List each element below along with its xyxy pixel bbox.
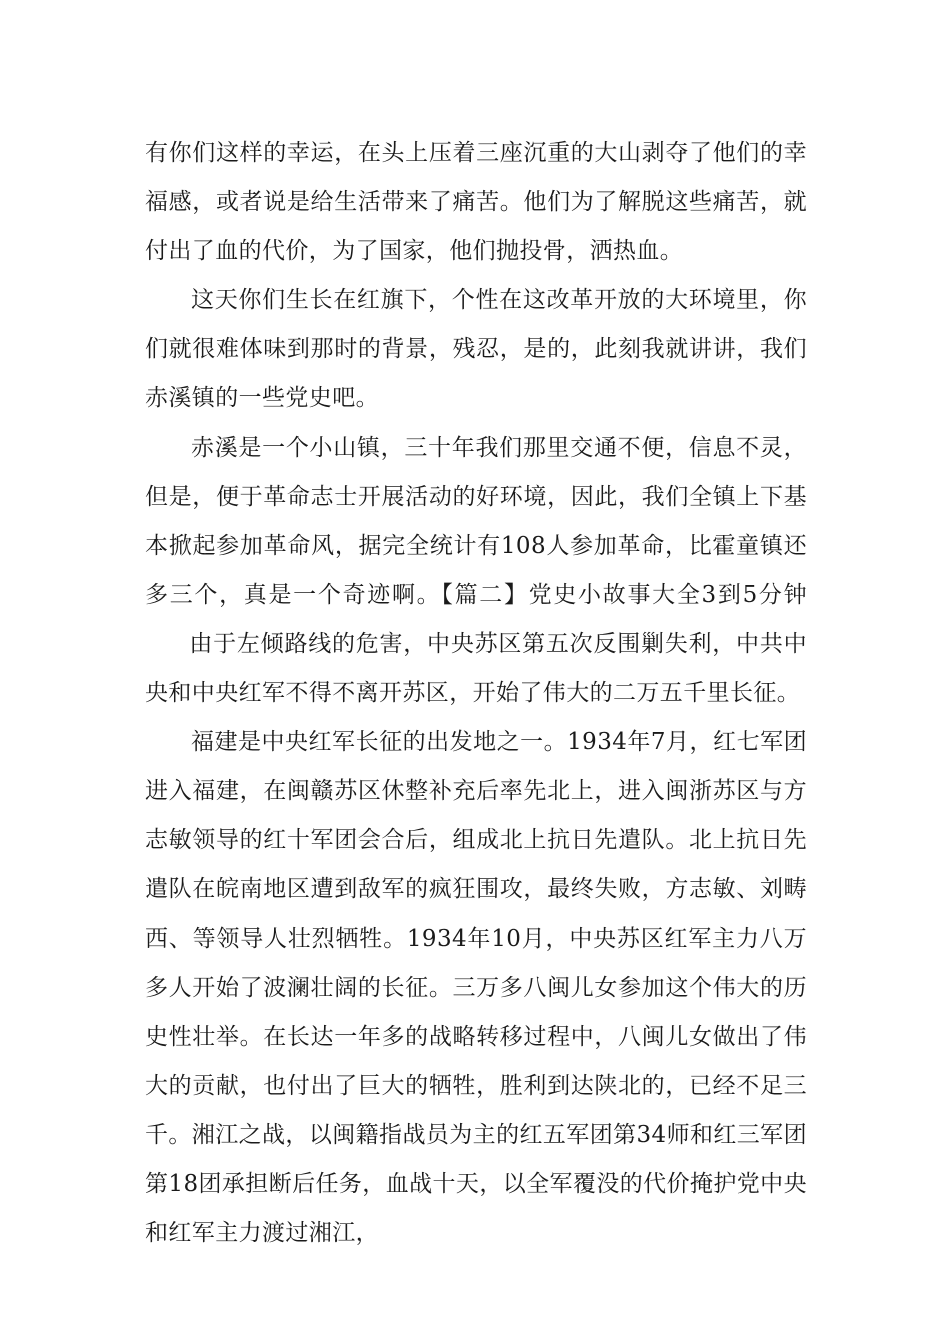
paragraph-1 <box>145 129 807 276</box>
paragraph-4-text: 福建是中央红军长征的出发地之一。1934年7月，红七军团进入福建，在闽赣苏区休整补充后率先北上，进入闽浙苏区与方志敏领导的红十军团会合后，组成北上抗日先遣队。北上抗日先遣队在皖南地区遭到敌军的疯狂围攻，最终失败，方志敏、刘畴西、等领导人壮烈牺牲。1934年10月，中央苏区红军主力八万多人开始了波澜壮阔的长征。三万多八闽儿女参加这个伟大的历史性壮举。在长达一年多的战略转移过程中，八闽儿女做出了伟大的贡献，也付出了巨大的牺牲，胜利到达陕北的，已经不足三千。湘江之战，以闽籍指战员为主的红五军团第34师和红三军团第18团承担断后任务，血战十天，以全军覆没的代价掩护党中央和红军主力渡过湘江， <box>145 729 807 1247</box>
document-body <box>145 129 807 1258</box>
paragraph-1-text: 有你们这样的幸运，在头上压着三座沉重的大山剥夺了他们的幸福感，或者说是给生活带来了痛苦。他们为了解脱这些痛苦，就付出了血的代价，为了国家，他们抛投骨，洒热血。 <box>145 140 807 265</box>
paragraph-3-text: 赤溪是一个小山镇，三十年我们那里交通不便，信息不灵，但是，便于革命志士开展活动的好环境，因此，我们全镇上下基本掀起参加革命风，据完全统计有108人参加革命，比霍童镇还多三个，真是一个奇迹啊。 <box>145 434 807 608</box>
section-heading: 【篇二】党史小故事大全3到5分钟 <box>441 581 807 608</box>
paragraph-3 <box>145 424 807 719</box>
paragraph-2 <box>145 276 807 423</box>
paragraph-2-text: 这天你们生长在红旗下，个性在这改革开放的大环境里，你们就很难体味到那时的背景，残忍，是的，此刻我就讲讲，我们赤溪镇的一些党史吧。 <box>145 287 807 412</box>
paragraph-3-continuation: 由于左倾路线的危害，中央苏区第五次反围剿失利，中共中央和中央红军不得不离开苏区，开始了伟大的二万五千里长征。 <box>145 630 807 707</box>
paragraph-4 <box>145 718 807 1258</box>
